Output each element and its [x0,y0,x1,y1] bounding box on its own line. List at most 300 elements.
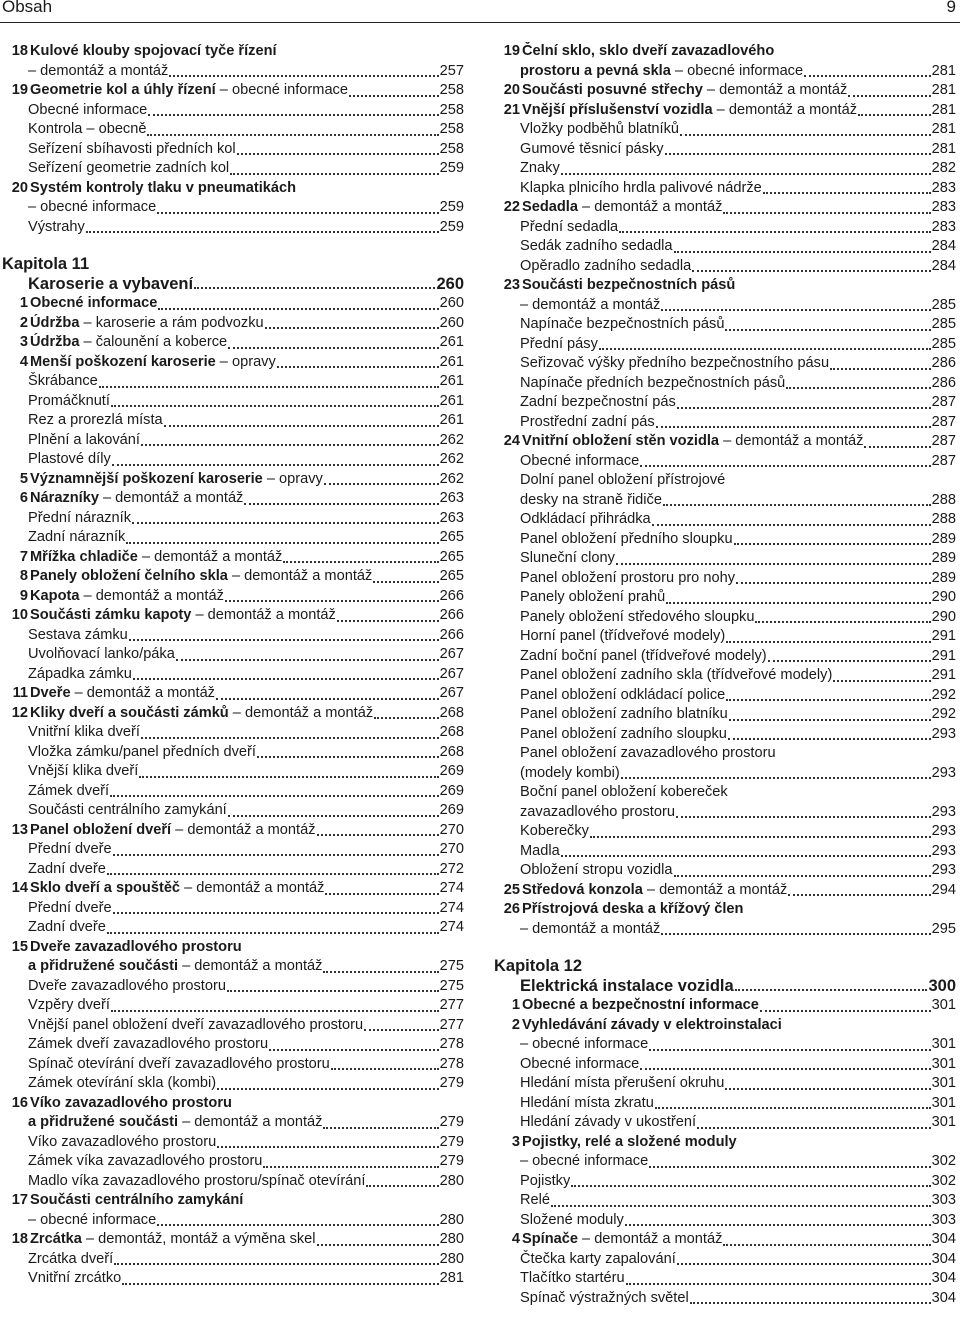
entry-page-number: 285 [931,296,956,313]
entry-title [28,528,125,548]
entry-number: 2 [19,314,28,331]
entry-page-number: 261 [439,373,464,389]
entry-page-number: 293 [931,862,956,878]
toc-subentry[interactable] [494,296,956,316]
toc-subentry[interactable] [494,335,956,355]
toc-subentry[interactable] [494,120,956,140]
toc-subentry[interactable] [2,723,464,743]
toc-subentry[interactable] [494,1289,956,1309]
entry-title [522,276,735,296]
chapter-title-entry[interactable] [494,976,956,996]
entry-title-regular: Relé [520,1192,551,1208]
toc-subentry[interactable] [494,1250,956,1270]
entry-title [30,938,242,958]
toc-subentry[interactable] [494,1172,956,1192]
toc-entry[interactable] [494,881,956,901]
entry-title [520,315,724,335]
entry-title-regular: Vnější panel obložení dveří zavazadlového prostoru [28,1016,364,1033]
dot-leader [325,893,438,895]
entry-page-number: 281 [931,62,956,79]
toc-subentry[interactable] [494,569,956,589]
toc-subentry[interactable] [2,120,464,140]
entry-title-regular: – demontáž a montáž [228,704,374,721]
entry-title-regular: – demontáž a montáž [719,433,864,449]
dot-leader [217,1146,438,1148]
toc-entry[interactable] [2,606,464,626]
dot-leader [723,212,930,214]
toc-subentry[interactable] [494,842,956,862]
toc-subentry[interactable] [2,1055,464,1075]
toc-entry[interactable] [2,567,464,587]
dot-leader [760,1010,931,1012]
entry-page-number: 261 [439,412,464,428]
entry-number: 14 [11,880,28,896]
toc-subentry[interactable] [494,803,956,823]
dot-leader [113,912,439,914]
entry-page-number: 265 [439,568,464,584]
entry-title-regular: Součásti centrálního zamykání [28,802,227,818]
toc-subentry[interactable] [494,608,956,628]
toc-subentry[interactable] [494,530,956,550]
entry-page-number: 285 [931,316,956,332]
dot-leader [666,602,930,604]
entry-page-number: 258 [439,101,464,118]
toc-subentry[interactable] [494,627,956,647]
toc-entry[interactable] [2,470,464,490]
dot-leader [674,875,931,877]
entry-title [28,977,226,997]
entry-title [30,684,215,704]
toc-entry[interactable] [494,1230,956,1250]
toc-subentry[interactable] [494,315,956,335]
toc-entry[interactable] [494,1133,956,1153]
toc-subentry[interactable] [494,705,956,725]
entry-title [520,140,664,160]
dot-leader [147,134,438,136]
entry-title [520,1191,550,1211]
entry-title-regular: Vzpěry dveří [28,997,110,1013]
toc-subentry[interactable] [494,354,956,374]
toc-subentry[interactable] [2,1172,464,1192]
chapter-title: Elektrická instalace vozidla [520,977,734,995]
entry-page-number: 301 [931,1055,956,1072]
entry-title [522,1133,737,1153]
toc-subentry[interactable] [494,549,956,569]
toc-subentry[interactable] [494,452,956,472]
dot-leader [768,660,931,662]
chapter-title-entry[interactable] [2,274,464,294]
toc-entry[interactable] [2,684,464,704]
entry-page-number: 281 [931,101,956,118]
toc-subentry[interactable] [2,1016,464,1036]
entry-title [520,647,767,667]
toc-subentry[interactable] [494,1191,956,1211]
toc-subentry[interactable] [494,257,956,277]
dot-leader [640,465,930,467]
toc-entry[interactable] [2,81,464,101]
dot-leader [122,1283,438,1285]
entry-page-number: 262 [439,451,464,467]
dot-leader [277,366,439,368]
toc-subentry[interactable] [494,179,956,199]
entry-page-number: 301 [931,1094,956,1111]
toc-subentry[interactable] [2,1211,464,1231]
entry-title-bold: Dveře [30,685,71,701]
toc-subentry[interactable] [494,393,956,413]
toc-subentry[interactable] [494,764,956,784]
entry-title [520,1211,624,1231]
toc-subentry[interactable] [2,860,464,880]
entry-title-regular: Sluneční clony [520,550,615,566]
toc-entry[interactable] [2,1094,464,1114]
entry-number: 5 [19,470,28,487]
entry-title-bold: Přístrojová deska a křížový člen [522,901,744,917]
entry-title-regular: Přední dveře [28,899,112,916]
toc-entry[interactable] [2,42,464,62]
toc-entry[interactable] [2,821,464,841]
entry-title-regular: Seřízení geometrie zadních kol [28,160,230,176]
toc-subentry[interactable] [494,861,956,881]
entry-title [520,1250,676,1270]
toc-subentry[interactable] [2,899,464,919]
entry-title-regular: Víko zavazadlového prostoru [28,1133,217,1150]
entry-page-number: 288 [931,491,956,508]
toc-subentry[interactable] [2,218,464,238]
toc-entry[interactable] [2,548,464,568]
entry-page-number: 281 [931,121,956,137]
entry-page-number: 288 [931,511,956,527]
entry-number: 17 [11,1192,28,1208]
entry-title-regular: Vnitřní zrcátko [28,1270,122,1286]
dot-leader [169,75,438,77]
entry-title [28,840,112,860]
toc-subentry[interactable] [494,1269,956,1289]
dot-leader [317,1244,439,1246]
toc-subentry[interactable] [2,996,464,1016]
toc-subentry[interactable] [2,528,464,548]
toc-subentry[interactable] [2,159,464,179]
dot-leader [283,561,438,563]
toc-subentry[interactable] [2,62,464,82]
entry-title-regular: – demontáž a montáž [180,880,325,896]
entry-title-regular: Zadní nárazník [28,529,126,545]
dot-leader [263,1166,438,1168]
toc-subentry[interactable] [2,450,464,470]
toc-subentry[interactable] [494,1035,956,1055]
entry-title-regular: Dolní panel obložení přístrojové [520,472,726,488]
toc-entry[interactable] [2,704,464,724]
toc-entry[interactable] [2,353,464,373]
entry-title-regular: Dveře zavazadlového prostoru [28,977,226,994]
toc-entry[interactable] [494,900,956,920]
entry-page-number: 266 [439,607,464,623]
entry-title [520,920,660,940]
dot-leader [590,836,931,838]
page-title: Obsah [2,0,53,16]
toc-subentry[interactable] [2,101,464,121]
toc-subentry[interactable] [2,645,464,665]
dot-leader [729,719,931,721]
toc-subentry[interactable] [494,783,956,803]
dot-leader [148,114,438,116]
toc-subentry[interactable] [2,431,464,451]
toc-subentry[interactable] [2,1133,464,1153]
entry-title [28,450,111,470]
toc-subentry[interactable] [494,159,956,179]
toc-entry[interactable] [2,1191,464,1211]
toc-subentry[interactable] [494,413,956,433]
entry-page-number: 304 [931,1231,956,1247]
entry-page-number: 294 [931,881,956,898]
toc-subentry[interactable] [2,801,464,821]
toc-entry[interactable] [2,294,464,314]
toc-subentry[interactable] [494,140,956,160]
entry-title-regular: – obecné informace [28,1211,157,1228]
entry-page-number: 304 [931,1270,956,1286]
toc-entry[interactable] [2,179,464,199]
entry-page-number: 259 [439,160,464,176]
toc-subentry[interactable] [494,744,956,764]
entry-title-regular: Seřízení sbíhavosti předních kol [28,140,236,157]
entry-title [520,393,676,413]
toc-entry[interactable] [494,81,956,101]
dot-leader [649,1049,930,1051]
entry-page-number: 281 [931,140,956,157]
entry-page-number: 275 [439,977,464,994]
entry-page-number: 260 [439,295,464,311]
toc-subentry[interactable] [2,1250,464,1270]
toc-subentry[interactable] [2,411,464,431]
toc-entry[interactable] [494,432,956,452]
toc-subentry[interactable] [2,626,464,646]
dot-leader [331,1068,439,1070]
entry-title-regular: Spínač výstražných světel [520,1289,689,1306]
chapter-title: Karoserie a vybavení [28,275,194,293]
toc-subentry[interactable] [494,1113,956,1133]
entry-page-number: 282 [931,160,956,176]
toc-subentry[interactable] [494,62,956,82]
entry-number: 18 [11,1231,28,1247]
toc-subentry[interactable] [2,1269,464,1289]
entry-page-number: 302 [931,1172,956,1189]
entry-title [520,549,615,569]
toc-subentry[interactable] [2,509,464,529]
entry-title [522,1230,722,1250]
entry-title-regular: Panel obložení zadního blatníku [520,706,728,722]
entry-title [28,1113,322,1133]
toc-left-column [2,42,464,1289]
toc-subentry[interactable] [494,1055,956,1075]
entry-title-regular: Vložka zámku/panel předních dveří [28,743,256,760]
toc-subentry[interactable] [494,725,956,745]
entry-title-regular: (modely kombi) [520,764,620,781]
dot-leader [726,641,930,643]
toc-subentry[interactable] [494,1094,956,1114]
entry-title-bold: Panel obložení dveří [30,821,172,838]
entry-number: 3 [511,1133,520,1150]
toc-subentry[interactable] [494,920,956,940]
entry-title [30,294,157,314]
toc-entry[interactable] [494,101,956,121]
dot-leader [735,989,928,991]
toc-subentry[interactable] [494,510,956,530]
toc-entry[interactable] [494,996,956,1016]
toc-subentry[interactable] [494,471,956,491]
entry-page-number: 286 [931,374,956,391]
chapter-heading: Kapitola 12 [494,957,583,975]
toc-subentry[interactable] [2,782,464,802]
toc-subentry[interactable] [494,374,956,394]
entry-number: 8 [19,568,28,584]
toc-subentry[interactable] [2,840,464,860]
entry-title-regular: – demontáž a montáž [171,821,316,838]
entry-title-regular: Zámek otevírání skla (kombi) [28,1075,217,1091]
entry-number: 18 [11,43,28,59]
dot-leader [640,1068,930,1070]
entry-title-bold: Údržba [30,334,80,350]
entry-title-regular: – demontáž a montáž [702,82,848,98]
entry-title-regular: Panel obložení zadního skla (třídveřové modely) [520,667,833,683]
entry-title-regular: Složené moduly [520,1211,624,1228]
toc-entry[interactable] [2,333,464,353]
entry-title [520,179,762,199]
entry-title-bold: Součásti centrálního zamykání [30,1192,244,1208]
toc-subentry[interactable] [2,665,464,685]
dot-leader [677,1263,931,1265]
entry-title [30,81,348,101]
entry-page-number: 263 [439,490,464,506]
entry-number: 13 [11,821,28,838]
entry-page-number: 258 [439,121,464,137]
toc-subentry[interactable] [494,1074,956,1094]
toc-entry[interactable] [494,42,956,62]
toc-entry[interactable] [2,938,464,958]
entry-title [28,782,109,802]
toc-subentry[interactable] [2,140,464,160]
entry-title-regular: – obecné informace [670,62,804,79]
toc-subentry[interactable] [2,957,464,977]
entry-title-regular: desky na straně řidiče [520,491,662,508]
entry-number: 21 [503,101,520,118]
toc-entry[interactable] [2,314,464,334]
dot-leader [324,483,439,485]
toc-subentry[interactable] [2,743,464,763]
toc-subentry[interactable] [494,822,956,842]
entry-title [28,996,110,1016]
entry-number: 20 [503,82,520,98]
toc-subentry[interactable] [2,372,464,392]
toc-subentry[interactable] [2,1113,464,1133]
toc-subentry[interactable] [2,392,464,412]
entry-page-number: 293 [931,823,956,839]
entry-title [522,432,863,452]
dot-leader [830,368,931,370]
entry-page-number: 257 [439,62,464,79]
toc-entry[interactable] [2,489,464,509]
entry-title-bold: a přidružené součásti [28,958,179,974]
entry-title [30,1230,316,1250]
dot-leader [323,971,438,973]
entry-title [520,588,665,608]
entry-number: 3 [19,334,28,350]
toc-entry[interactable] [2,1230,464,1250]
dot-leader [112,464,439,466]
dot-leader [164,425,439,427]
entry-title [520,530,733,550]
toc-subentry[interactable] [2,762,464,782]
toc-subentry[interactable] [2,977,464,997]
entry-title-regular: Koberečky [520,823,589,839]
toc-subentry[interactable] [2,918,464,938]
entry-title-regular: Zámek víka zavazadlového prostoru [28,1153,263,1169]
entry-title [520,1269,625,1289]
entry-title [28,1055,330,1075]
entry-title-regular: – obecné informace [28,199,157,215]
toc-subentry[interactable] [494,588,956,608]
toc-entry[interactable] [494,1016,956,1036]
entry-page-number: 287 [931,394,956,410]
entry-title-bold: Součásti bezpečnostních pásů [522,277,736,293]
dot-leader [692,270,930,272]
dot-leader [734,543,931,545]
dot-leader [317,834,439,836]
toc-subentry[interactable] [494,218,956,238]
entry-page-number: 281 [439,1270,464,1286]
entry-page-number: 274 [439,880,464,896]
toc-subentry[interactable] [494,237,956,257]
entry-title [520,1152,648,1172]
entry-page-number: 280 [439,1231,464,1247]
toc-entry[interactable] [2,587,464,607]
toc-subentry[interactable] [2,1074,464,1094]
toc-subentry[interactable] [494,686,956,706]
toc-subentry[interactable] [2,1152,464,1172]
entry-title-regular: Přední sedadla [520,218,619,235]
toc-entry[interactable] [494,198,956,218]
entry-number: 19 [11,82,28,98]
toc-subentry[interactable] [2,1035,464,1055]
entry-title [520,510,651,530]
entry-title-regular: Plastové díly [28,451,111,467]
toc-subentry[interactable] [494,1152,956,1172]
entry-title-regular: Panely obložení středového sloupku [520,608,755,625]
entry-page-number: 284 [931,257,956,274]
toc-subentry[interactable] [494,1211,956,1231]
entry-title-regular: Zámek dveří [28,782,110,799]
toc-subentry[interactable] [2,198,464,218]
dot-leader [656,426,931,428]
entry-title-bold: Středová konzola [522,881,643,898]
entry-page-number: 261 [439,392,464,409]
entry-number: 11 [12,685,28,701]
entry-title [520,1035,648,1055]
toc-subentry[interactable] [494,647,956,667]
entry-title [520,1055,639,1075]
dot-leader [626,1283,931,1285]
toc-entry[interactable] [494,276,956,296]
toc-subentry[interactable] [494,666,956,686]
toc-entry[interactable] [2,879,464,899]
entry-title [520,296,660,316]
dot-leader [216,698,439,700]
page-header [0,0,960,23]
dot-leader [621,777,931,779]
entry-page-number: 289 [931,569,956,586]
entry-title [520,62,803,82]
dot-leader [366,1185,438,1187]
toc-subentry[interactable] [494,491,956,511]
entry-title [520,1113,696,1133]
